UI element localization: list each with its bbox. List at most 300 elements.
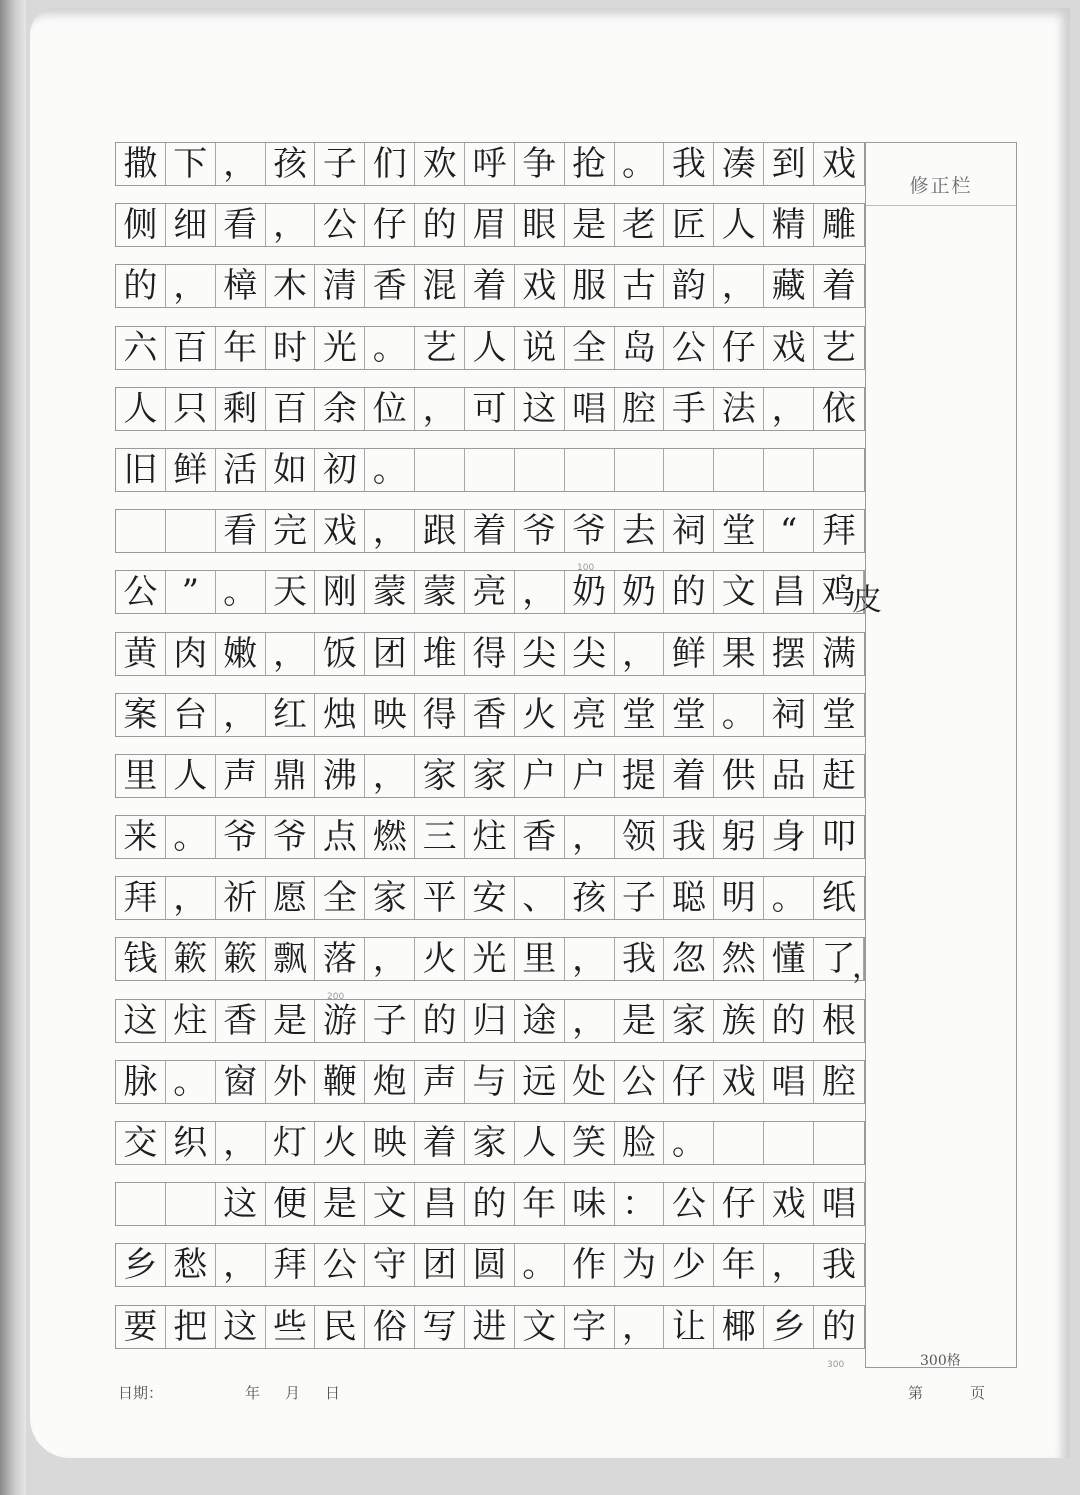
grid-cell: 只 — [166, 388, 216, 430]
grid-cell: ， — [515, 571, 565, 613]
grid-cell: 远 — [515, 1061, 565, 1103]
grid-cell: 台 — [166, 694, 216, 736]
grid-cell: 的 — [664, 571, 714, 613]
grid-row — [115, 264, 865, 308]
grid-cell: 是 — [315, 1183, 365, 1225]
grid-cell: 俗 — [365, 1306, 415, 1348]
grid-cell: 奶 — [615, 571, 665, 613]
grid-cell: 孩 — [565, 877, 615, 919]
grid-cell: 光 — [315, 327, 365, 369]
grid-cell: 红 — [266, 694, 316, 736]
grid-cell: ” — [166, 571, 216, 613]
grid-cell: 火 — [415, 938, 465, 980]
grid-cell: 鲜 — [664, 633, 714, 675]
grid-row — [115, 509, 865, 553]
grid-cell: 争 — [515, 143, 565, 185]
date-day: 日 — [325, 1384, 341, 1402]
grid-cell: 拜 — [116, 877, 166, 919]
grid-cell: 叩 — [821, 817, 856, 858]
grid-cell: 椰 — [714, 1306, 764, 1348]
grid-cell: 着 — [664, 755, 714, 797]
grid-cell: ： — [615, 1183, 665, 1225]
grid-row — [115, 1182, 865, 1226]
grid-cell: 。 — [166, 1061, 216, 1103]
grid-cell: 里 — [515, 938, 565, 980]
grid-cell: 这 — [515, 388, 565, 430]
grid-row — [115, 326, 865, 370]
grid-cell: 撒 — [116, 143, 166, 185]
grid-cell: 我 — [615, 938, 665, 980]
grid-cell: 案 — [116, 694, 166, 736]
grid-row — [115, 570, 882, 619]
grid-cell: 子 — [365, 1000, 415, 1042]
grid-cell: 。 — [615, 143, 665, 185]
grid-row — [115, 937, 882, 986]
grid-cell: 进 — [465, 1306, 515, 1348]
grid-cell: 六 — [116, 327, 166, 369]
grid-cell: 。 — [216, 571, 266, 613]
grid-cell: 族 — [714, 1000, 764, 1042]
grid-cell: 人 — [465, 327, 515, 369]
grid-cell: 公 — [664, 327, 714, 369]
grid-row — [115, 632, 865, 676]
grid-cell: 爷 — [216, 816, 266, 858]
grid-count-300: 300 — [827, 1360, 845, 1370]
grid-cell: 雕 — [821, 205, 856, 246]
grid-cell: 领 — [615, 816, 665, 858]
grid-cell: 愁 — [166, 1244, 216, 1286]
grid-cell: 途 — [515, 1000, 565, 1042]
grid-cell: 木 — [266, 265, 316, 307]
grid-cell: 炷 — [465, 816, 515, 858]
grid-cell: 抢 — [565, 143, 615, 185]
grid-cell: 服 — [565, 265, 615, 307]
grid-cell: 香 — [216, 1000, 266, 1042]
grid-cell: 供 — [714, 755, 764, 797]
grid-cell: 可 — [465, 388, 515, 430]
grid-cell: 韵 — [664, 265, 714, 307]
grid-cell: 樟 — [216, 265, 266, 307]
overflow-punctuation: 皮 — [852, 583, 882, 619]
grid-cell: 祠 — [764, 694, 814, 736]
grid-cell: 着 — [821, 266, 856, 307]
grid-cell: 时 — [266, 327, 316, 369]
grid-cell: 尖 — [565, 633, 615, 675]
grid-cell: 全 — [565, 327, 615, 369]
grid-cell: 戏 — [764, 1183, 814, 1225]
grid-cell: 孩 — [266, 143, 316, 185]
grid-cell: 们 — [365, 143, 415, 185]
grid-cell: 飘 — [266, 938, 316, 980]
grid-cell: 为 — [615, 1244, 665, 1286]
grid-cell: 完 — [266, 510, 316, 552]
grid-cell: ， — [615, 1306, 665, 1348]
grid-cell: 处 — [565, 1061, 615, 1103]
grid-cell — [714, 449, 764, 491]
grid-cell: 跟 — [415, 510, 465, 552]
grid-cell: 我 — [664, 816, 714, 858]
grid-cell: 是 — [615, 1000, 665, 1042]
grid-cell: 燃 — [365, 816, 415, 858]
grid-cell: 味 — [565, 1183, 615, 1225]
grid-cell: 年 — [216, 327, 266, 369]
grid-cell: 归 — [465, 1000, 515, 1042]
grid-cell — [116, 1183, 166, 1225]
grid-cell: 腔 — [615, 388, 665, 430]
grid-cell: 映 — [365, 694, 415, 736]
grid-cell: 。 — [166, 816, 216, 858]
grid-cell: 家 — [465, 755, 515, 797]
grid-cell — [565, 449, 615, 491]
grid-row — [115, 999, 865, 1043]
grid-cell: 唱 — [821, 1184, 856, 1225]
grid-cell: 交 — [116, 1122, 166, 1164]
grid-cell: 。 — [664, 1122, 714, 1164]
grid-cell: ， — [216, 1122, 266, 1164]
grid-cell: ， — [714, 265, 764, 307]
grid-cell: 鼎 — [266, 755, 316, 797]
grid-cell: 是 — [565, 204, 615, 246]
grid-cell: 摆 — [764, 633, 814, 675]
grid-cell: 仔 — [714, 327, 764, 369]
grid-cell: 写 — [415, 1306, 465, 1348]
page-suffix: 页 — [970, 1384, 986, 1402]
grid-cell: 香 — [365, 265, 415, 307]
grid-cell: 提 — [615, 755, 665, 797]
grid-cell: 沸 — [315, 755, 365, 797]
grid-cell: 侧 — [116, 204, 166, 246]
grid-cell: ， — [565, 816, 615, 858]
grid-cell: 团 — [415, 1244, 465, 1286]
grid-cell: 匠 — [664, 204, 714, 246]
grid-cell: 尖 — [515, 633, 565, 675]
grid-cell: 天 — [266, 571, 316, 613]
grid-cell: 声 — [216, 755, 266, 797]
grid-cell: 余 — [315, 388, 365, 430]
grid-cell: 眼 — [515, 204, 565, 246]
grid-cell: 明 — [714, 877, 764, 919]
grid-cell: 。 — [365, 327, 415, 369]
grid-cell: 文 — [365, 1183, 415, 1225]
grid-cell: 刚 — [315, 571, 365, 613]
grid-cell: 。 — [714, 694, 764, 736]
grid-cell: 点 — [315, 816, 365, 858]
grid-cell: 的 — [116, 265, 166, 307]
grid-cell: 乡 — [764, 1306, 814, 1348]
grid-cell: 子 — [615, 877, 665, 919]
grid-cell: 钱 — [116, 938, 166, 980]
grid-total-label: 300格 — [920, 1353, 961, 1369]
grid-cell: 的 — [415, 204, 465, 246]
grid-cell — [664, 449, 714, 491]
grid-cell: 满 — [821, 633, 856, 674]
grid-cell: ， — [365, 510, 415, 552]
grid-cell: 公 — [315, 204, 365, 246]
grid-cell: 肉 — [166, 633, 216, 675]
grid-cell: 身 — [764, 816, 814, 858]
grid-cell: 蒙 — [415, 571, 465, 613]
grid-cell: 蒙 — [365, 571, 415, 613]
grid-cell: 细 — [166, 204, 216, 246]
grid-cell: 这 — [216, 1183, 266, 1225]
grid-cell: 剩 — [216, 388, 266, 430]
grid-cell: 的 — [821, 1306, 856, 1347]
grid-cell: ， — [565, 938, 615, 980]
grid-cell: 户 — [565, 755, 615, 797]
grid-cell: 堂 — [821, 694, 856, 735]
grid-cell: 手 — [664, 388, 714, 430]
grid-cell: 这 — [216, 1306, 266, 1348]
grid-cell: 老 — [615, 204, 665, 246]
grid-cell: 家 — [465, 1122, 515, 1164]
grid-cell: 游 — [315, 1000, 365, 1042]
grid-cell: 昌 — [764, 571, 814, 613]
grid-row — [115, 876, 865, 920]
grid-cell: 。 — [365, 449, 415, 491]
grid-cell: 光 — [465, 938, 515, 980]
grid-cell: 戏 — [821, 144, 856, 184]
grid-cell: 平 — [415, 877, 465, 919]
grid-cell: 堂 — [714, 510, 764, 552]
grid-cell: 人 — [714, 204, 764, 246]
grid-cell: 依 — [821, 388, 856, 429]
grid-cell: 的 — [415, 1000, 465, 1042]
grid-cell: 火 — [515, 694, 565, 736]
grid-cell: 仔 — [365, 204, 415, 246]
grid-cell — [615, 449, 665, 491]
grid-cell: 说 — [515, 327, 565, 369]
writing-grid — [115, 142, 882, 1366]
grid-cell: 里 — [116, 755, 166, 797]
grid-cell: ， — [266, 204, 316, 246]
grid-cell: 得 — [415, 694, 465, 736]
grid-cell: 家 — [415, 755, 465, 797]
grid-cell: 便 — [266, 1183, 316, 1225]
grid-cell: ， — [365, 938, 415, 980]
overflow-punctuation: ， — [852, 950, 882, 986]
grid-cell: 鞭 — [315, 1061, 365, 1103]
grid-cell: 要 — [116, 1306, 166, 1348]
correction-divider — [866, 205, 1016, 206]
grid-cell: 文 — [515, 1306, 565, 1348]
grid-row — [115, 1121, 865, 1165]
grid-cell: 。 — [764, 877, 814, 919]
grid-cell: 外 — [266, 1061, 316, 1103]
grid-cell: 欢 — [415, 143, 465, 185]
grid-cell: 团 — [365, 633, 415, 675]
grid-cell: 少 — [664, 1244, 714, 1286]
grid-cell: 落 — [315, 938, 365, 980]
grid-cell: 位 — [365, 388, 415, 430]
grid-cell: 人 — [116, 388, 166, 430]
grid-cell: 藏 — [764, 265, 814, 307]
grid-cell: ， — [615, 633, 665, 675]
grid-cell: 家 — [365, 877, 415, 919]
grid-cell: 把 — [166, 1306, 216, 1348]
grid-cell: 古 — [615, 265, 665, 307]
grid-cell — [515, 449, 565, 491]
grid-cell: 的 — [764, 1000, 814, 1042]
grid-cell — [764, 449, 814, 491]
grid-cell: 字 — [565, 1306, 615, 1348]
grid-cell: 我 — [821, 1245, 856, 1286]
grid-cell: 子 — [315, 143, 365, 185]
grid-cell: 安 — [465, 877, 515, 919]
grid-cell: 窗 — [216, 1061, 266, 1103]
grid-cell: 圆 — [465, 1244, 515, 1286]
correction-column — [865, 142, 1017, 1368]
grid-cell: 精 — [764, 204, 814, 246]
grid-cell: 堂 — [615, 694, 665, 736]
grid-row — [115, 1243, 865, 1287]
grid-cell — [814, 449, 864, 491]
grid-cell: 品 — [764, 755, 814, 797]
grid-cell: 了 — [814, 938, 864, 980]
grid-cell: 着 — [465, 510, 515, 552]
grid-cell: 聪 — [664, 877, 714, 919]
grid-cell: 百 — [166, 327, 216, 369]
grid-cell: 公 — [315, 1244, 365, 1286]
grid-row — [115, 1060, 865, 1104]
grid-cell: ， — [415, 388, 465, 430]
grid-cell: 爷 — [515, 510, 565, 552]
grid-cell: 声 — [415, 1061, 465, 1103]
grid-cell: 人 — [515, 1122, 565, 1164]
grid-cell: 腔 — [821, 1061, 856, 1102]
grid-cell: 赶 — [821, 755, 856, 796]
page-prefix: 第 — [908, 1384, 924, 1402]
grid-cell: 作 — [565, 1244, 615, 1286]
grid-cell: 看 — [216, 510, 266, 552]
grid-cell: 奶 — [565, 571, 615, 613]
grid-cell: ， — [166, 265, 216, 307]
grid-cell: 懂 — [764, 938, 814, 980]
grid-cell: 公 — [116, 571, 166, 613]
correction-column-title: 修正栏 — [909, 175, 973, 197]
grid-cell: 户 — [515, 755, 565, 797]
grid-cell: 着 — [465, 265, 515, 307]
grid-row — [115, 387, 865, 431]
grid-cell — [415, 449, 465, 491]
grid-cell — [764, 1122, 814, 1164]
grid-cell: 然 — [714, 938, 764, 980]
grid-cell: 艺 — [821, 327, 856, 368]
notebook-spine — [0, 0, 26, 1495]
grid-cell: 鲜 — [166, 449, 216, 491]
grid-cell: 着 — [415, 1122, 465, 1164]
grid-cell: 文 — [714, 571, 764, 613]
grid-cell: 唱 — [764, 1061, 814, 1103]
grid-cell: ， — [166, 877, 216, 919]
grid-cell: 鸡 — [814, 571, 864, 613]
grid-cell: 戏 — [764, 327, 814, 369]
grid-cell: 下 — [166, 143, 216, 185]
grid-cell: 全 — [315, 877, 365, 919]
grid-cell: 些 — [266, 1306, 316, 1348]
grid-cell: 唱 — [565, 388, 615, 430]
grid-cell: 让 — [664, 1306, 714, 1348]
grid-cell: 烛 — [315, 694, 365, 736]
grid-cell: 呼 — [465, 143, 515, 185]
grid-cell: 愿 — [266, 877, 316, 919]
grid-row — [115, 693, 865, 737]
grid-cell: 黄 — [116, 633, 166, 675]
grid-row — [115, 1305, 865, 1349]
grid-cell: 法 — [714, 388, 764, 430]
grid-cell — [465, 449, 515, 491]
grid-cell: 这 — [116, 1000, 166, 1042]
date-year: 年 — [245, 1384, 261, 1402]
grid-cell: 仔 — [664, 1061, 714, 1103]
grid-cell: 守 — [365, 1244, 415, 1286]
grid-cell: 拜 — [266, 1244, 316, 1286]
date-label: 日期： — [118, 1384, 164, 1402]
grid-cell: 亮 — [465, 571, 515, 613]
grid-cell: 的 — [465, 1183, 515, 1225]
grid-cell: 爷 — [565, 510, 615, 552]
grid-cell: 去 — [615, 510, 665, 552]
grid-row — [115, 448, 865, 492]
grid-cell: 笑 — [565, 1122, 615, 1164]
grid-cell: 家 — [664, 1000, 714, 1042]
grid-cell: 到 — [764, 143, 814, 185]
grid-cell: 嫩 — [216, 633, 266, 675]
grid-cell: 岛 — [615, 327, 665, 369]
grid-cell: 百 — [266, 388, 316, 430]
grid-cell: 脸 — [615, 1122, 665, 1164]
grid-cell: 炷 — [166, 1000, 216, 1042]
grid-cell: 三 — [415, 816, 465, 858]
grid-cell: 祠 — [664, 510, 714, 552]
grid-cell: 年 — [714, 1244, 764, 1286]
grid-cell: 公 — [615, 1061, 665, 1103]
grid-cell: 人 — [166, 755, 216, 797]
grid-row — [115, 142, 865, 186]
grid-cell: 饭 — [315, 633, 365, 675]
grid-cell: ， — [565, 1000, 615, 1042]
grid-cell: 。 — [515, 1244, 565, 1286]
grid-cell: ， — [764, 388, 814, 430]
grid-cell: ， — [266, 633, 316, 675]
grid-cell: 炮 — [365, 1061, 415, 1103]
grid-cell: 香 — [515, 816, 565, 858]
grid-cell: 躬 — [714, 816, 764, 858]
grid-cell: ， — [216, 1244, 266, 1286]
grid-cell: 簌 — [216, 938, 266, 980]
grid-cell: 清 — [315, 265, 365, 307]
grid-cell: 果 — [714, 633, 764, 675]
grid-cell: 活 — [216, 449, 266, 491]
grid-cell: 纸 — [821, 878, 856, 919]
grid-cell: 眉 — [465, 204, 515, 246]
grid-cell: 戏 — [315, 510, 365, 552]
grid-row — [115, 203, 865, 247]
grid-cell: 簌 — [166, 938, 216, 980]
grid-cell: 堆 — [415, 633, 465, 675]
grid-cell: “ — [764, 510, 814, 552]
grid-cell: 亮 — [565, 694, 615, 736]
grid-cell: 与 — [465, 1061, 515, 1103]
grid-cell: 爷 — [266, 816, 316, 858]
grid-cell: 年 — [515, 1183, 565, 1225]
grid-cell: 是 — [266, 1000, 316, 1042]
grid-cell: 初 — [315, 449, 365, 491]
grid-cell: ， — [764, 1244, 814, 1286]
grid-cell: 戏 — [515, 265, 565, 307]
grid-cell: 看 — [216, 204, 266, 246]
grid-cell: 、 — [515, 877, 565, 919]
grid-cell: ， — [365, 755, 415, 797]
